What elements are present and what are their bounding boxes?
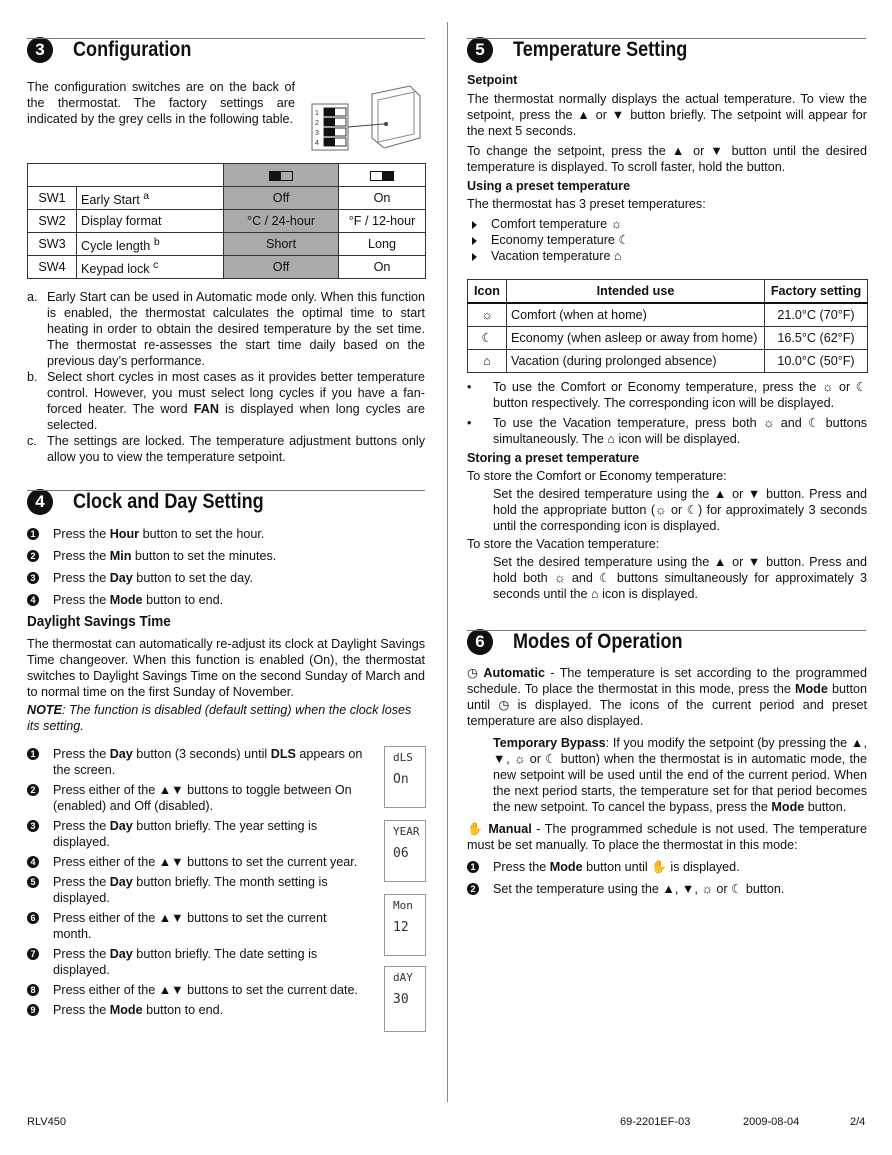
modes-body: [467, 665, 867, 903]
footer-date: 2009-08-04: [743, 1116, 800, 1128]
clock-steps: [27, 526, 425, 614]
list-item: 4 Press either of the ▲▼ buttons to set the current year.: [27, 854, 367, 870]
list-item: Vacation temperature ⌂: [472, 248, 867, 264]
list-item: 3 Press the Day button to set the day.: [27, 570, 425, 592]
manual-mode-text: ✋ Manual - The programmed schedule is not used. The temperature must be set manually. To place the thermostat in this mode:: [467, 822, 867, 852]
dst-title: Daylight Savings Time: [27, 613, 171, 630]
switch-right-icon: [370, 171, 394, 181]
hand-icon: ✋: [467, 822, 484, 836]
section-rule: [467, 38, 866, 39]
config-notes: [27, 289, 425, 465]
lcd-display-day: dAY 30: [384, 966, 426, 1032]
section-title: Configuration: [73, 38, 192, 61]
bullet-arrow-icon: [472, 221, 477, 229]
table-row: SW4 Keypad lock $^c$ Off On: [28, 256, 426, 279]
switch-left-icon: [269, 171, 293, 181]
bypass-text: Temporary Bypass: If you modify the setpoint (by pressing the ▲, ▼, ☼ or ☾ button) when the thermostat is in automatic mode, the new setpoint will be used until the end of the current period. When the next period starts, the temperature set for that period becomes the new setpoint. To cancel the bypass, press the Mode button.: [493, 736, 867, 814]
list-item: 6 Press either of the ▲▼ buttons to set the current month.: [27, 910, 367, 942]
temperature-body: [467, 72, 867, 264]
table-header-row: Icon Intended use Factory setting: [468, 280, 868, 304]
bullet-arrow-icon: [472, 237, 477, 245]
list-item: • To use the Vacation temperature, press both ☼ and ☾ buttons simultaneously. The ⌂ icon will be displayed.: [467, 416, 867, 446]
list-item: 8 Press either of the ▲▼ buttons to set the current date.: [27, 982, 367, 998]
table-row: SW3 Cycle length $^b$ Short Long: [28, 233, 426, 256]
section-title: Clock and Day Setting: [73, 490, 264, 513]
svg-text:1: 1: [315, 110, 319, 117]
section-number: 3: [27, 37, 53, 63]
section-title: Modes of Operation: [513, 630, 683, 653]
dst-intro: The thermostat can automatically re-adjust its clock at Daylight Savings Time changeover. When this function is enabled (On), the thermostat switches to Daylight Savings Time on the second Sunday of March and to normal time on the first Sunday of November.: [27, 637, 425, 699]
lcd-display-month: Mon 12: [384, 894, 426, 956]
preset-heading: Using a preset temperature: [467, 179, 631, 193]
list-item: 5 Press the Day button briefly. The month setting is displayed.: [27, 874, 367, 906]
list-item: 2 Set the temperature using the ▲, ▼, ☼ or ☾ button.: [467, 881, 867, 903]
column-divider: [447, 22, 448, 1102]
list-item: 3 Press the Day button briefly. The year setting is displayed.: [27, 818, 367, 850]
config-table: [27, 163, 426, 279]
section-number: 6: [467, 629, 493, 655]
section-rule: [27, 490, 425, 491]
list-item: 4 Press the Mode button to end.: [27, 592, 425, 614]
table-row: ⌂ Vacation (during prolonged absence) 10.0°C (50°F): [468, 350, 868, 373]
footer-page: 2/4: [850, 1116, 866, 1128]
config-intro: The configuration switches are on the back of the thermostat. The factory settings are indicated by the grey cells in the following table.: [27, 80, 295, 126]
bullet-arrow-icon: [472, 253, 477, 261]
table-row: ☼ Comfort (when at home) 21.0°C (70°F): [468, 303, 868, 327]
setpoint-text-1: The thermostat normally displays the actual temperature. To view the setpoint, press the ▲ or ▼ button briefly. The setpoint will appear for the next 5 seconds.: [467, 92, 867, 138]
table-row: SW2 Display format °C / 24-hour °F / 12-hour: [28, 210, 426, 233]
list-item: 2 Press the Min button to set the minutes.: [27, 548, 425, 570]
clock-icon: ◷: [467, 666, 478, 680]
svg-text:2: 2: [315, 120, 319, 127]
svg-text:4: 4: [315, 140, 319, 147]
footer-doc-number: 69-2201EF-03: [620, 1116, 691, 1128]
list-item: 1 Press the Hour button to set the hour.: [27, 526, 425, 548]
svg-text:3: 3: [315, 130, 319, 137]
note-c: c. The settings are locked. The temperature adjustment buttons only allow you to view the temperature setpoint.: [27, 434, 425, 464]
section-rule: [467, 630, 866, 631]
preset-intro: The thermostat has 3 preset temperatures:: [467, 197, 706, 211]
section-title: Temperature Setting: [513, 38, 688, 61]
lcd-display-dls: dLS On: [384, 746, 426, 808]
list-item: Comfort temperature ☼: [472, 216, 867, 232]
vacation-icon: ⌂: [468, 350, 507, 373]
list-item: Economy temperature ☾: [472, 232, 867, 248]
list-item: 1 Press the Day button (3 seconds) until DLS appears on the screen.: [27, 746, 367, 778]
note-b: b. Select short cycles in most cases as it provides better temperature control. However, you must select long cycles if you have a fan-forced heater. The word FAN is displayed when long cycles are selected.: [27, 370, 425, 432]
table-header-row: [28, 164, 426, 187]
auto-mode-text: ◷ Automatic - The temperature is set according to the programmed schedule. To place the thermostat in this mode, press the Mode button until ◷ is displayed. The icons of the current period and preset temperature are also displayed.: [467, 666, 868, 728]
list-item: 2 Press either of the ▲▼ buttons to toggle between On (enabled) and Off (disabled).: [27, 782, 367, 814]
footer-model: RLV450: [27, 1116, 66, 1128]
switch-left-header: [224, 164, 339, 187]
note-a: a. Early Start can be used in Automatic mode only. When this function is enabled, the thermostat calculates the optimal time to start heating in order to obtain the desired temperature by the set time. The thermostat re-assesses the start time daily based on the previous day’s performance.: [27, 290, 425, 368]
dst-note: NOTE: The function is disabled (default setting) when the clock loses its setting.: [27, 703, 412, 733]
dst-steps: [27, 746, 367, 1022]
setpoint-heading: Setpoint: [467, 73, 518, 87]
table-row: SW1 Early Start $^a$ Off On: [28, 187, 426, 210]
switch-right-header: [339, 164, 426, 187]
lcd-display-year: YEAR 06: [384, 820, 426, 882]
preset-list: [467, 216, 867, 264]
section-number: 5: [467, 37, 493, 63]
section-number: 4: [27, 489, 53, 515]
preset-table: [467, 279, 868, 373]
temperature-body-2: • To use the Comfort or Economy temperature, press the ☼ or ☾ button respectively. The corresponding icon will be displayed. • To use the Vacation temperature, press both ☼ and ☾ buttons simultaneously. The ⌂ icon will be displayed. Storing a preset temperature To store the Comfort or Economy temperature: Set the desired temperature using the ▲ or ▼ button. Press and hold the appropriate button (☼ or ☾) for approximately 3 seconds until the corresponding icon is displayed. To store the Vacation temperature: Set the desired temperature using the ▲ or ▼ button. Press and hold both ☼ and ☾ buttons simultaneously for approximately 3 seconds until the ⌂ icon is displayed.: [467, 380, 867, 601]
list-item: 1 Press the Mode button until ✋ is displayed.: [467, 859, 867, 881]
comfort-icon: ☼: [468, 303, 507, 327]
setpoint-text-2: To change the setpoint, press the ▲ or ▼ button until the desired temperature is displayed. To scroll faster, hold the button.: [467, 144, 867, 174]
table-row: ☾ Economy (when asleep or away from home) 16.5°C (62°F): [468, 327, 868, 350]
list-item: 9 Press the Mode button to end.: [27, 1002, 367, 1018]
switch-diagram: [310, 82, 425, 157]
economy-icon: ☾: [468, 327, 507, 350]
list-item: • To use the Comfort or Economy temperature, press the ☼ or ☾ button respectively. The corresponding icon will be displayed.: [467, 380, 867, 410]
section-rule: [27, 38, 425, 39]
store-heading: Storing a preset temperature: [467, 451, 640, 465]
list-item: 7 Press the Day button briefly. The date setting is displayed.: [27, 946, 367, 978]
